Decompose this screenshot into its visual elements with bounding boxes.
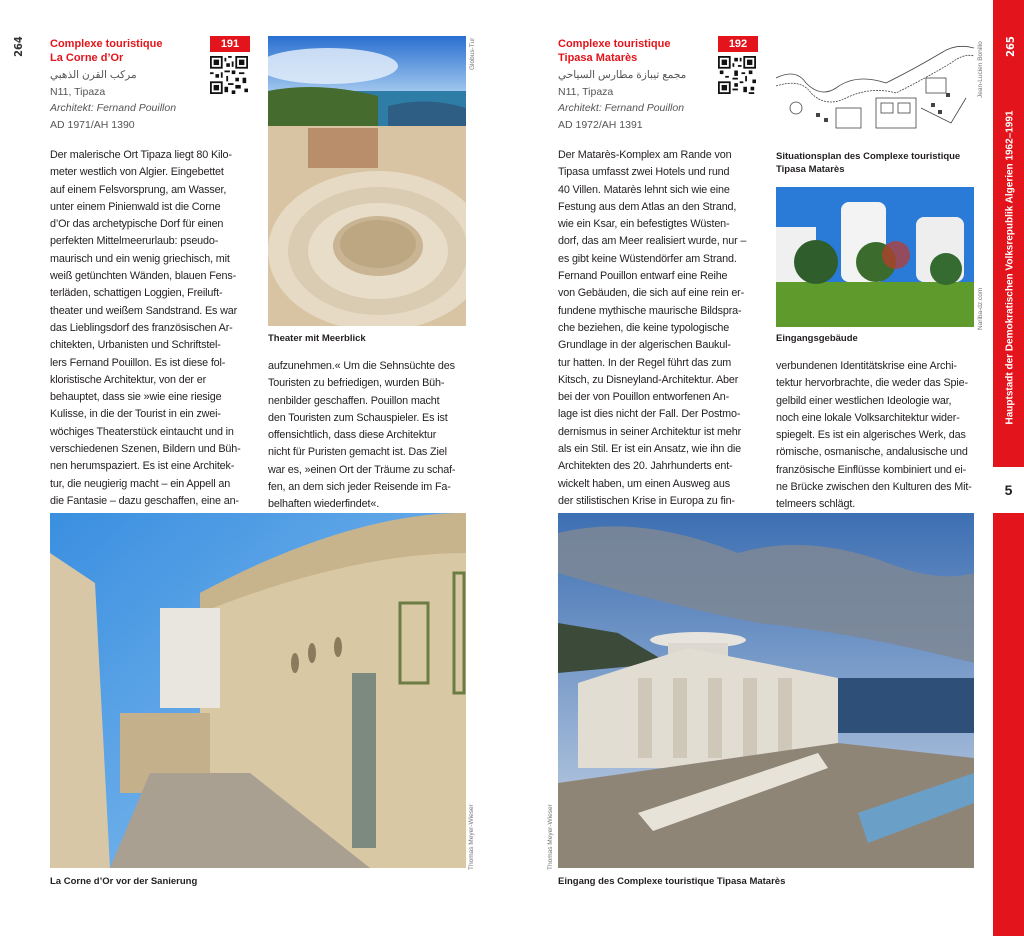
entry-meta-right (558, 67, 728, 133)
entry-meta-left (50, 67, 210, 133)
photo-caption: Eingang des Complexe touristique Tipasa Matarès (558, 876, 786, 887)
architect: Architekt: Fernand Pouillon (50, 102, 177, 114)
location: N11, Tipaza (558, 85, 614, 98)
body-text-right-col1: Der Matarès-Komplex am Rande von Tipasa umfasst zwei Hotels und rund 40 Villen. Matarès lehnt sich wie eine Festung aus dem Atlas an den Strand, wie ein Ksar, ein befestigtes Wüsten- dorf, das am Meer realisiert wurde, nur – es gibt keine Wüstendörfer am Strand. Fernand Pouillon entwarf eine Reihe von Gebäuden, die sich auf eine rein er- fundene mythische maurische Bildspra- che beziehen, die keine typologische Grundlage in der algerischen Baukul- tur hatten. In der Regel führt das zum Kitsch, zu Disneyland-Architektur. Aber bei der von Pouillon entworfenen An- lage ist dies nicht der Fall. Der Postmo- dernismus in seiner Architektur ist mehr als ein Stil. Er ist ein Ansatz, wie ihn die Architekten des 20. Jahrhunderts ent- wickelt haben, um einen Ausweg aus der stilistischen Krise in Europa zu fin- (558, 149, 747, 507)
entry-number-badge: 191 (210, 36, 250, 52)
qr-code-icon (210, 56, 248, 94)
entry-title-left: Complexe touristique La Corne d’Or (50, 38, 163, 64)
location: N11, Tipaza (50, 85, 106, 98)
photo-mataress-entrance (558, 513, 974, 868)
photo-credit: Nariba-dz.com (977, 287, 984, 330)
page-number-left: 264 (11, 36, 25, 57)
photo-theater (268, 36, 466, 326)
photo-credit: Jean-Lucien Bonillo (977, 41, 984, 98)
chapter-title: Hauptstadt der Demokratischen Volksrepublik Algerien 1962–1991 (1004, 110, 1016, 425)
site-plan-drawing (776, 38, 974, 138)
photo-caption: Theater mit Meerblick (268, 333, 366, 344)
page-number-right: 265 (1003, 36, 1017, 57)
chapter-number: 5 (1004, 482, 1013, 498)
entry-number-badge: 192 (718, 36, 758, 52)
body-text-left-col2: aufzunehmen.« Um die Sehnsüchte des Touristen zu befriedigen, wurden Büh- nenbilder geschaffen. Pouillon macht den Touristen zum Schauspieler. Es ist offensichtlich, dass diese Architektur nicht für Puristen gemacht ist. Das Ziel war es, »einen Ort der Träume zu schaf- fen, an dem sich jeder Reisende im Fa- belhaften wiederfindet«. (268, 360, 456, 511)
arabic-name: مجمع تيبازة مطارس السياحي (558, 69, 687, 81)
body-text-left-col1: Der malerische Ort Tipaza liegt 80 Kilo- meter westlich von Algier. Eingebettet auf einem Felsvorsprung, am Wasser, unter einem Pinienwald ist die Corne d’Or das archetypische Dorf für einen perfekten Mittelmeerurlaub: pseudo- maurisch und ein wenig griechisch, mit weiß getünchten Wänden, blauen Fens- terläden, schattigen Loggien, Freiluft- theater und weißem Sandstrand. Es war das Lieblingsdorf des französischen Ar- chitekten, Urbanisten und Schriftstel- lers Fernand Pouillon. Es ist diese fol- kloristische Architektur, von der er behauptet, dass sie »wie eine riesige Kulisse, in die der Tourist in ein zwei- wöchiges Theaterstück eintaucht und in verschiedenen Szenen, Bildern und Büh- nen herumspaziert. Es ist eine Architek- tur, die neugierig macht – ein Appell an die Fantasie – dazu geschaffen, eine an- (50, 149, 241, 507)
plan-caption: Situationsplan des Complexe touristique Tipasa Matarès (776, 151, 961, 175)
arabic-name: مركب القرن الذهبي (50, 69, 137, 81)
photo-corne-dor (50, 513, 466, 868)
photo-credit: Globus-Tur (469, 37, 476, 70)
photo-caption: Eingangsgebäude (776, 333, 858, 344)
body-text-right-col2: verbundenen Identitätskrise eine Archi- tektur hervorbrachte, die weder das Spie- gelbild einer westlichen Ideologie war, noch eine lokale Volksarchitektur wider- spiegelt. Es ist ein algerisches Werk, das römische, osmanische, andalusische und französische Einflüsse kombiniert und ei- ne Brücke zwischen den Kulturen des Mit- telmeers schlägt. (776, 360, 972, 511)
date: AD 1971/AH 1390 (50, 118, 135, 131)
architect: Architekt: Fernand Pouillon (558, 102, 685, 114)
photo-entrance-building (776, 187, 974, 327)
photo-credit: Thomas Meyer-Wieser (468, 804, 475, 870)
photo-credit: Thomas Meyer-Wieser (547, 804, 554, 870)
photo-caption: La Corne d’Or vor der Sanierung (50, 876, 198, 887)
entry-title-right: Complexe touristique Tipasa Matarès (558, 38, 671, 64)
date: AD 1972/AH 1391 (558, 118, 643, 131)
